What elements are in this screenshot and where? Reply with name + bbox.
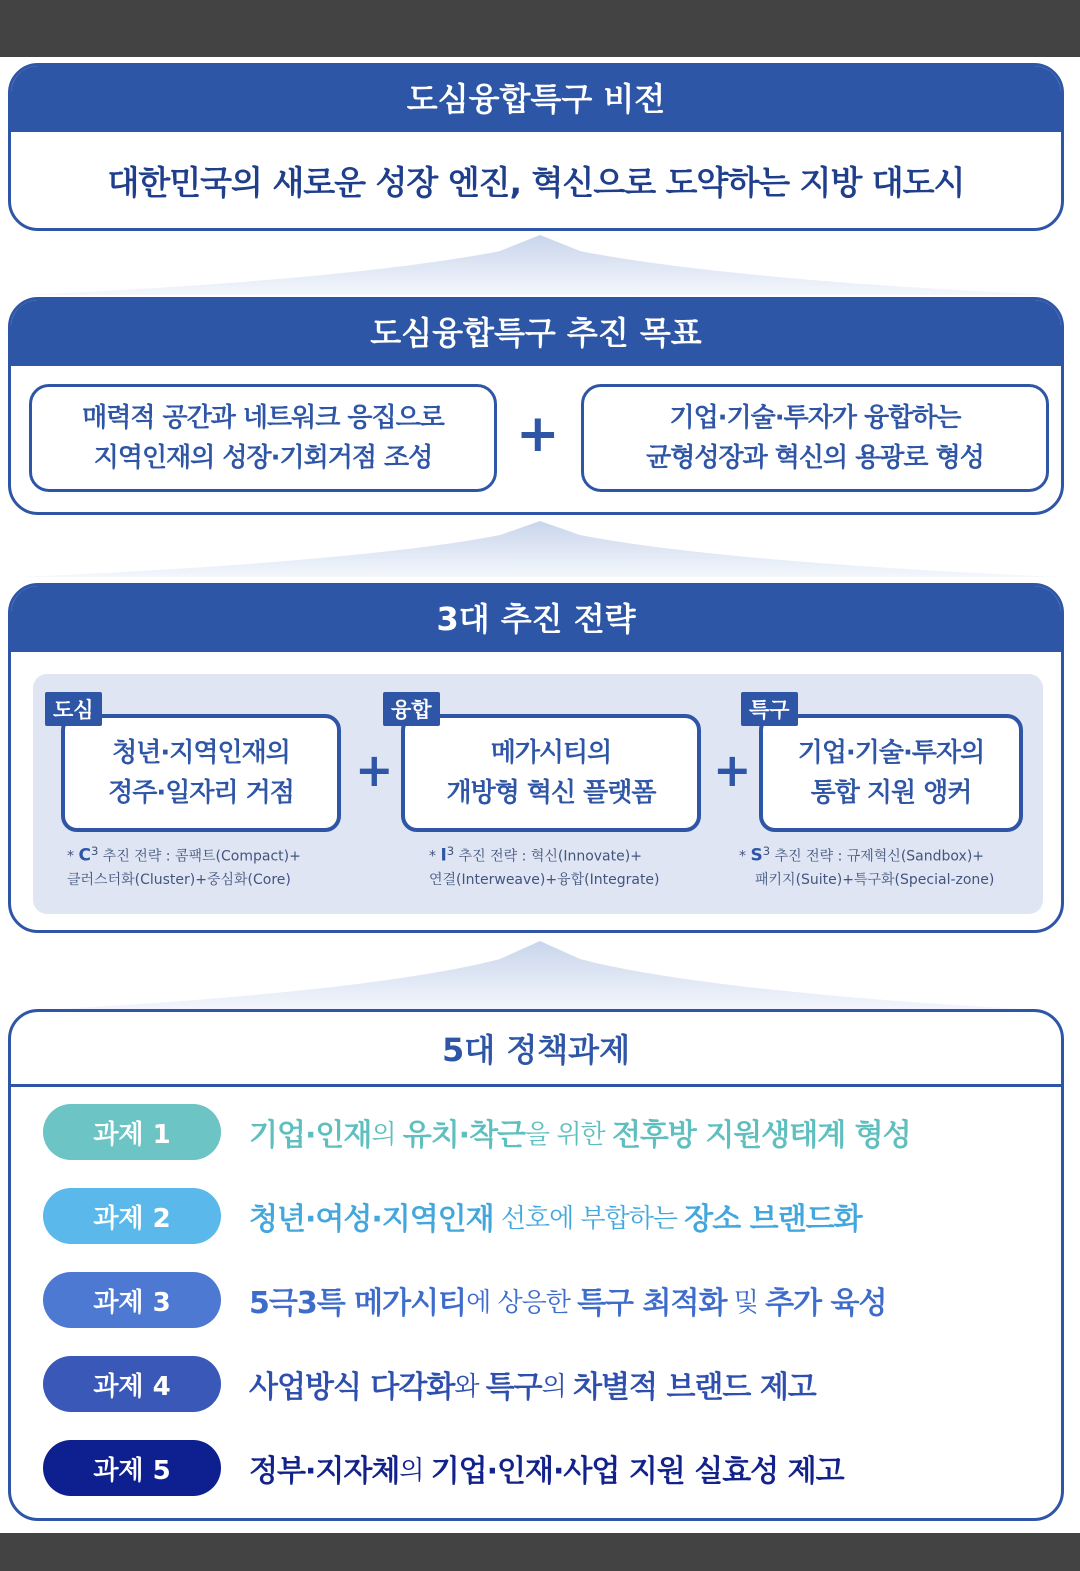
strategy-card-teukgu	[759, 714, 1023, 832]
task-2-seg-1: 청년·여성·지역인재	[249, 1202, 494, 1237]
task-3-seg-2: 에 상응한	[466, 1287, 578, 1318]
strategy-section	[8, 583, 1064, 933]
strategy-area	[33, 674, 1043, 914]
note-star: *	[67, 848, 79, 865]
task-text-1	[249, 1104, 911, 1160]
task-3-seg-3: 특구 최적화	[577, 1286, 727, 1321]
strategy-tag-yunghap: 융합	[383, 692, 440, 726]
goals-section	[8, 297, 1064, 515]
task-badge-4: 과제 4	[43, 1356, 221, 1412]
task-text-5	[249, 1440, 844, 1496]
goal-left-line-1: 매력적 공간과 네트워크 응집으로	[82, 403, 444, 433]
task-1-seg-1: 기업·인재	[249, 1118, 372, 1153]
note-rest: 추진 전략 : 콤팩트(Compact)+	[98, 848, 301, 865]
note-line-2: 클러스터화(Cluster)+중심화(Core)	[67, 871, 291, 888]
task-4-seg-1: 사업방식 다각화	[249, 1370, 455, 1405]
strategy-tag-dosim: 도심	[45, 692, 102, 726]
strategy-note-i3	[429, 840, 729, 892]
vision-title: 도심융합특구 비전	[11, 66, 1061, 132]
note-rest: 추진 전략 : 규제혁신(Sandbox)+	[770, 848, 985, 865]
note-line-2: 연결(Interweave)+융합(Integrate)	[429, 871, 660, 888]
task-5-seg-2: 의	[399, 1455, 431, 1486]
goal-right-line-2: 균형성장과 혁신의 용광로 형성	[646, 443, 984, 473]
page-canvas	[0, 57, 1080, 1533]
plus-icon: +	[713, 743, 752, 797]
note-sup: 3	[90, 844, 99, 858]
task-4-seg-5: 차별적 브랜드 제고	[573, 1370, 816, 1405]
strategy-card-dosim	[61, 714, 341, 832]
note-sup: 3	[762, 844, 771, 858]
note-star: *	[739, 848, 751, 865]
strategy-note-c3	[67, 840, 367, 892]
task-2-seg-2: 선호에 부합하는	[493, 1203, 685, 1234]
task-badge-2: 과제 2	[43, 1188, 221, 1244]
note-letter: I	[440, 845, 447, 866]
task-row-4	[43, 1356, 1043, 1412]
task-1-seg-4: 을 위한	[525, 1119, 612, 1150]
vision-section	[8, 63, 1064, 231]
strategy-note-s3	[739, 840, 1043, 892]
task-text-4	[249, 1356, 816, 1412]
task-1-seg-2: 의	[371, 1119, 403, 1150]
task-badge-5: 과제 5	[43, 1440, 221, 1496]
strategy-2-line-2: 개방형 혁신 플랫폼	[446, 778, 656, 808]
task-row-1	[43, 1104, 1043, 1160]
task-2-seg-3: 장소 브랜드화	[684, 1202, 862, 1237]
task-5-seg-1: 정부·지자체	[249, 1454, 400, 1489]
plus-icon: +	[355, 743, 394, 797]
task-3-seg-1: 5극3특 메가시티	[249, 1286, 467, 1321]
strategy-card-yunghap	[401, 714, 701, 832]
task-4-seg-3: 특구	[485, 1370, 542, 1405]
strategy-tag-teukgu: 특구	[741, 692, 798, 726]
note-rest: 추진 전략 : 혁신(Innovate)+	[454, 848, 642, 865]
tasks-section	[8, 1009, 1064, 1521]
goals-title: 도심융합특구 추진 목표	[11, 300, 1061, 366]
task-badge-1: 과제 1	[43, 1104, 221, 1160]
task-row-3	[43, 1272, 1043, 1328]
task-1-seg-5: 전후방 지원생태계 형성	[611, 1118, 911, 1153]
task-text-3	[249, 1272, 886, 1328]
note-sup: 3	[446, 844, 455, 858]
strategy-1-line-2: 정주·일자리 거점	[108, 778, 294, 808]
goal-box-talent	[29, 384, 497, 492]
strategy-3-line-2: 통합 지원 앵커	[810, 778, 972, 808]
bottom-bar	[0, 1533, 1080, 1571]
task-3-seg-5: 추가 육성	[765, 1286, 887, 1321]
up-arrow-icon	[0, 937, 1080, 1015]
strategy-2-line-1: 메가시티의	[490, 738, 612, 768]
up-arrow-icon	[0, 233, 1080, 299]
note-line-2: 패키지(Suite)+특구화(Special-zone)	[755, 871, 995, 888]
note-letter: S	[750, 845, 763, 866]
goals-row	[11, 372, 1061, 512]
task-1-seg-3: 유치·착근	[402, 1118, 526, 1153]
tasks-title: 5대 정책과제	[11, 1012, 1061, 1087]
goal-left-line-2: 지역인재의 성장·기회거점 조성	[93, 443, 433, 473]
task-row-2	[43, 1188, 1043, 1244]
goal-right-line-1: 기업·기술·투자가 융합하는	[669, 403, 961, 433]
note-star: *	[429, 848, 441, 865]
task-4-seg-2: 와	[454, 1371, 486, 1402]
strategy-3-line-1: 기업·기술·투자의	[797, 738, 985, 768]
task-badge-3: 과제 3	[43, 1272, 221, 1328]
plus-icon: +	[516, 404, 560, 464]
up-arrow-icon	[0, 519, 1080, 581]
task-row-5	[43, 1440, 1043, 1496]
task-4-seg-4: 의	[541, 1371, 574, 1402]
task-5-seg-3: 기업·인재·사업 지원 실효성 제고	[430, 1454, 844, 1489]
vision-statement: 대한민국의 새로운 성장 엔진, 혁신으로 도약하는 지방 대도시	[107, 162, 965, 202]
task-text-2	[249, 1188, 862, 1244]
strategy-title: 3대 추진 전략	[11, 586, 1061, 652]
goal-box-innovation	[581, 384, 1049, 492]
task-3-seg-4: 및	[726, 1287, 766, 1318]
strategy-1-line-1: 청년·지역인재의	[112, 738, 290, 768]
note-letter: C	[78, 845, 91, 866]
